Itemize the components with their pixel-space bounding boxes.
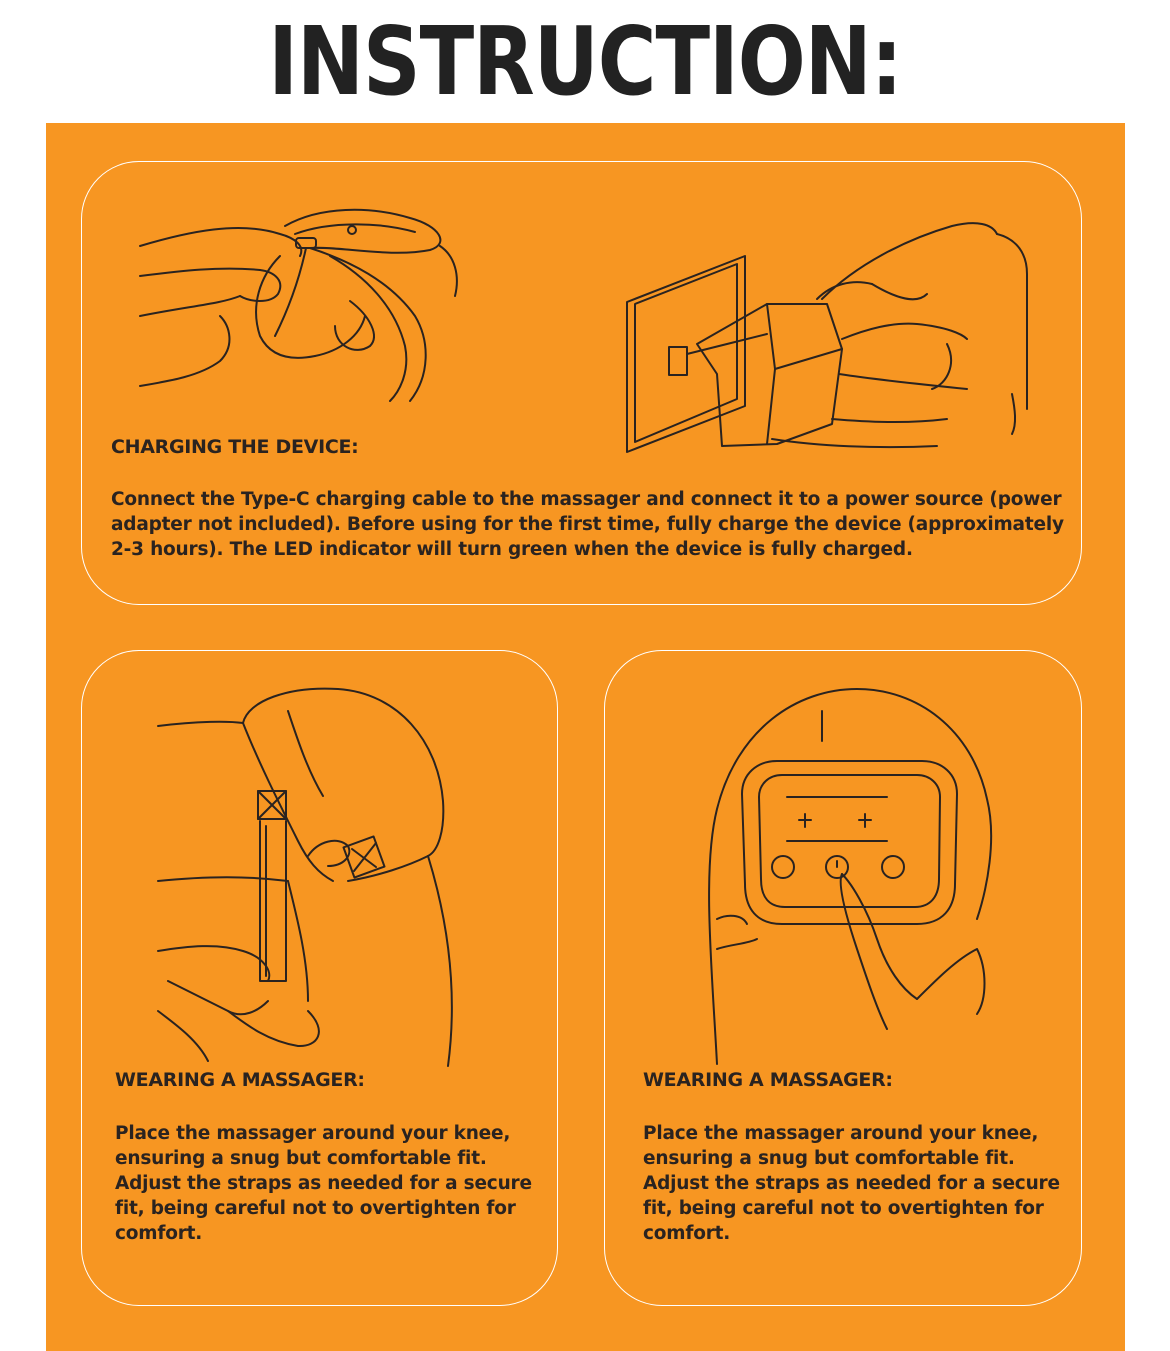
wearing-line: Place the massager around your knee, <box>643 1123 1039 1144</box>
wearing-card-straps <box>81 650 558 1306</box>
charging-heading: CHARGING THE DEVICE: <box>111 436 359 458</box>
instruction-panel <box>46 123 1125 1351</box>
wearing-line: ensuring a snug but comfortable fit. <box>643 1148 1015 1169</box>
charging-card <box>81 161 1082 605</box>
wearing-line: ensuring a snug but comfortable fit. <box>115 1148 487 1169</box>
charging-line: 2-3 hours). The LED indicator will turn green when the device is fully charged. <box>111 539 913 560</box>
page-title: INSTRUCTION: <box>268 6 902 116</box>
wearing-line: comfort. <box>643 1223 731 1244</box>
wearing-line: Adjust the straps as needed for a secure <box>643 1173 1060 1194</box>
power-adapter-illustration <box>617 184 1047 454</box>
wearing-card-controls <box>604 650 1082 1306</box>
charging-line: Connect the Type-C charging cable to the massager and connect it to a power source (power <box>111 489 1062 510</box>
wearing-line: fit, being careful not to overtighten for <box>115 1198 516 1219</box>
wearing-description <box>115 1121 532 1246</box>
control-panel-illustration <box>687 669 1027 1069</box>
knee-strap-illustration <box>148 681 528 1071</box>
charging-line: adapter not included). Before using for the first time, fully charge the device (approximately <box>111 514 1064 535</box>
wearing-line: comfort. <box>115 1223 203 1244</box>
charging-cable-illustration <box>110 186 530 416</box>
wearing-description <box>643 1121 1060 1246</box>
wearing-line: Place the massager around your knee, <box>115 1123 511 1144</box>
wearing-line: fit, being careful not to overtighten for <box>643 1198 1044 1219</box>
wearing-line: Adjust the straps as needed for a secure <box>115 1173 532 1194</box>
wearing-heading: WEARING A MASSAGER: <box>115 1069 365 1091</box>
charging-description <box>111 487 1064 562</box>
wearing-heading: WEARING A MASSAGER: <box>643 1069 893 1091</box>
